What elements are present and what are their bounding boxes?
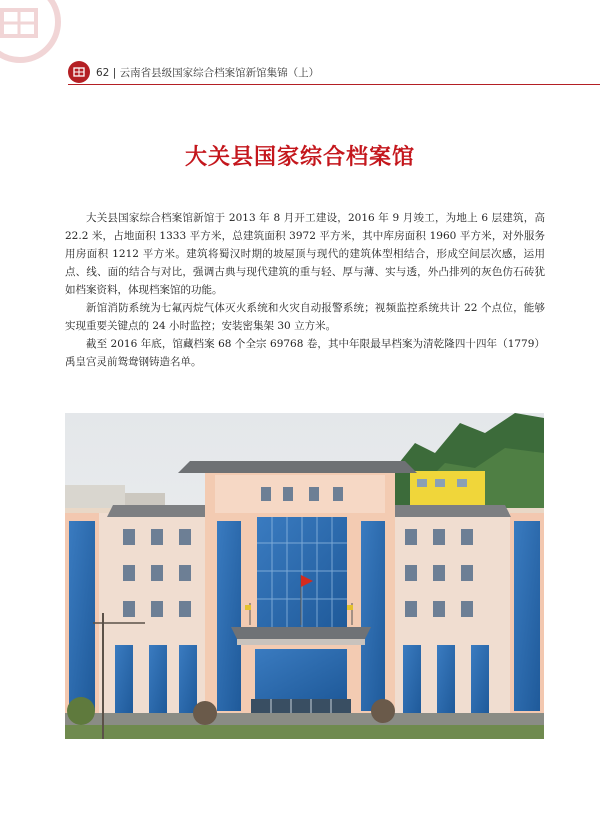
paragraph: 新馆消防系统为七氟丙烷气体灭火系统和火灾自动报警系统；视频监控系统共计 22 个点位，能够实现重要关键点的 24 小时监控；安装密集架 30 立方米。: [65, 302, 545, 332]
header-rule: [68, 84, 600, 85]
seal-watermark-icon: [0, 0, 66, 66]
page-number: 62: [96, 66, 110, 79]
paragraph: 大关县国家综合档案馆新馆于 2013 年 8 月开工建设，2016 年 9 月竣工，为地上 6 层建筑，高 22.2 米，占地面积 1333 平方米，总建筑面积 3972 平方米，其中库房面积 1960 平方米，对外服务用房面积 1212 平方米。建筑将蜀汉时期的坡屋顶与现代的建筑体型相结合，形成空间层次感，运用点、线、面的结合与对比，强调古典与现代建筑的重与轻、厚与薄、实与透，外凸排列的灰色仿石砖犹如档案资料，体现档案馆的功能。: [65, 212, 545, 296]
header-text: [96, 65, 319, 80]
page-title: 大关县国家综合档案馆: [184, 144, 415, 170]
archive-seal-icon: [68, 61, 90, 83]
running-title: 云南省县级国家综合档案馆新馆集锦（上）: [119, 66, 320, 79]
running-header: [68, 60, 600, 84]
paragraph: 截至 2016 年底，馆藏档案 68 个全宗 69768 卷，其中年限最早档案为清乾隆四十四年（1779）禹皇宫灵前鸳鸯钢铸造名单。: [65, 338, 545, 368]
header-separator: |: [109, 66, 120, 79]
building-photo: [65, 413, 544, 739]
body-text: [65, 209, 545, 371]
